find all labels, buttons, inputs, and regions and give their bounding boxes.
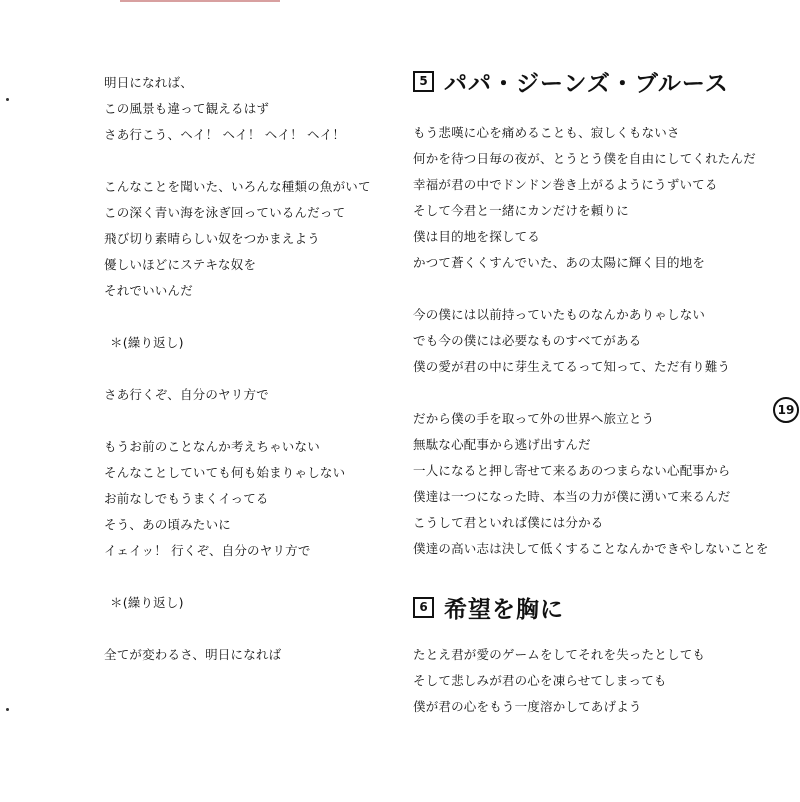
song-heading-6 — [413, 590, 773, 624]
lyric-line: そう、あの頃みたいに — [104, 517, 232, 532]
lyric-line: 全てが変わるさ、明日になれば — [104, 647, 282, 662]
lyric-line: 何かを待つ日毎の夜が、とうとう僕を自由にしてくれたんだ — [413, 151, 756, 166]
repeat-marker: ＊(繰り返し) — [110, 595, 184, 610]
track-number-box: 5 — [413, 71, 434, 92]
lyric-line: こんなことを聞いた、いろんな種類の魚がいて — [104, 179, 371, 194]
lyric-line: そして悲しみが君の心を凍らせてしまっても — [413, 673, 667, 688]
lyric-line: 僕が君の心をもう一度溶かしてあげよう — [413, 699, 642, 714]
song-title: 希望を胸に — [444, 596, 564, 623]
lyric-line: そんなことしていても何も始まりゃしない — [104, 465, 346, 480]
scan-mark — [6, 98, 9, 101]
lyric-line: さあ行くぞ、自分のヤリ方で — [104, 387, 269, 402]
song-heading-5 — [413, 64, 773, 98]
lyric-line: かつて蒼くくすんでいた、あの太陽に輝く目的地を — [413, 255, 706, 270]
lyric-line: この深く青い海を泳ぎ回っているんだって — [104, 205, 346, 220]
page-number: 19 — [773, 397, 799, 423]
lyric-line: 幸福が君の中でドンドン巻き上がるようにうずいてる — [413, 177, 718, 192]
lyric-line: 僕の愛が君の中に芽生えてるって知って、ただ有り難う — [413, 359, 731, 374]
lyric-line: だから僕の手を取って外の世界へ旅立とう — [413, 411, 655, 426]
lyric-line: 一人になると押し寄せて来るあのつまらない心配事から — [413, 463, 731, 478]
track-number-box: 6 — [413, 597, 434, 618]
lyric-line: 明日になれば、 — [104, 75, 193, 90]
lyric-line: それでいいんだ — [104, 283, 193, 298]
lyric-line: さあ行こう、ヘイ！ ヘイ！ ヘイ！ ヘイ！ — [104, 127, 346, 142]
lyric-line: 飛び切り素晴らしい奴をつかまえよう — [104, 231, 320, 246]
lyric-line: お前なしでもうまくイってる — [104, 491, 269, 506]
lyric-line: そして今君と一緒にカンだけを頼りに — [413, 203, 629, 218]
left-lyrics-column — [104, 70, 394, 668]
repeat-marker: ＊(繰り返し) — [110, 335, 184, 350]
right-lyrics-column — [413, 64, 773, 720]
lyric-line: こうして君といれば僕には分かる — [413, 515, 604, 530]
lyric-line: 優しいほどにステキな奴を — [104, 257, 257, 272]
lyric-line: もうお前のことなんか考えちゃいない — [104, 439, 320, 454]
lyric-line: でも今の僕には必要なものすべてがある — [413, 333, 642, 348]
scan-mark — [6, 708, 9, 711]
lyric-line: 僕達の高い志は決して低くすることなんかできやしないことを — [413, 541, 769, 556]
top-edge-line — [120, 0, 280, 2]
lyric-line: もう悲嘆に心を痛めることも、寂しくもないさ — [413, 125, 680, 140]
lyric-line: この風景も違って観えるはず — [104, 101, 270, 116]
lyric-line: イェイッ！ 行くぞ、自分のヤリ方で — [104, 543, 311, 558]
lyric-line: たとえ君が愛のゲームをしてそれを失ったとしても — [413, 647, 706, 662]
song-title: パパ・ジーンズ・ブルース — [444, 70, 729, 97]
lyric-line: 今の僕には以前持っていたものなんかありゃしない — [413, 307, 706, 322]
lyric-line: 無駄な心配事から逃げ出すんだ — [413, 437, 591, 452]
lyric-line: 僕は目的地を探してる — [413, 229, 541, 244]
lyric-line: 僕達は一つになった時、本当の力が僕に湧いて来るんだ — [413, 489, 731, 504]
